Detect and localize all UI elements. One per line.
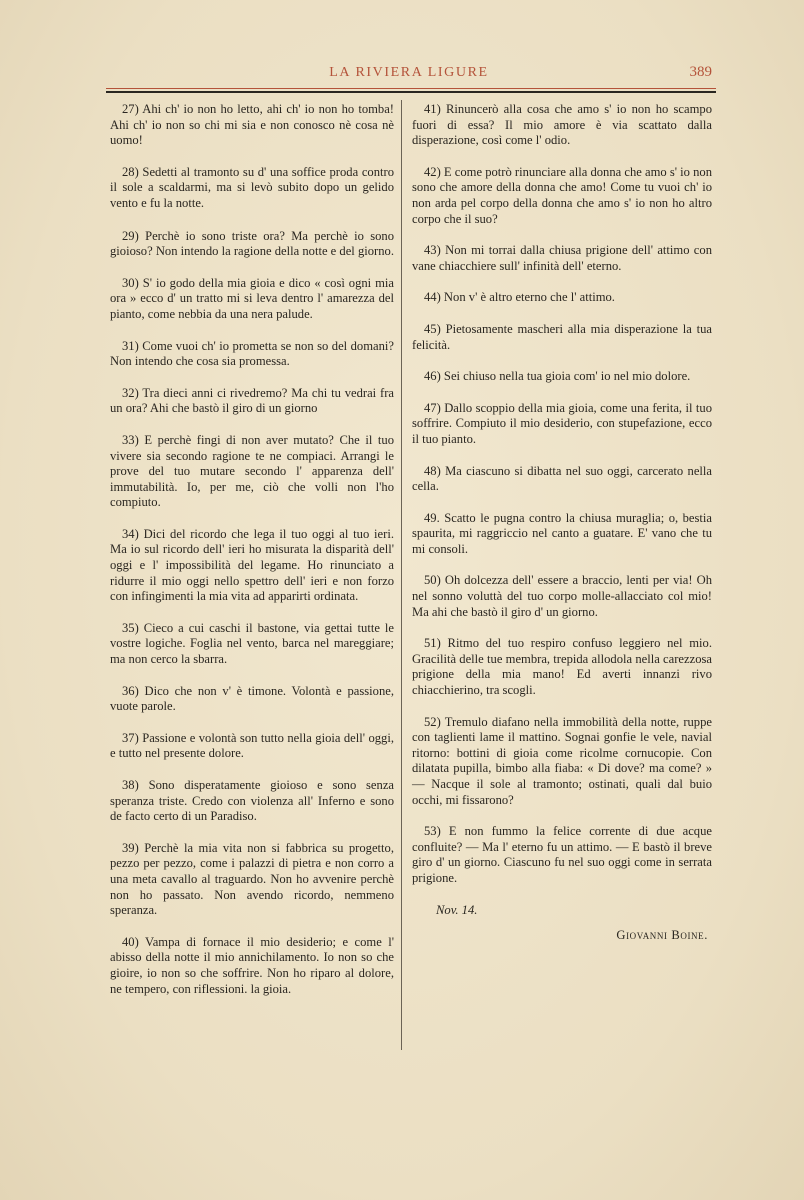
aphorism-46: 46) Sei chiuso nella tua gioia com' io nel mio dolore. [424, 369, 691, 384]
aphorism-31: 31) Come vuoi ch' io prometta se non so del domani? Non intendo che cosa sia promessa. [110, 338, 394, 369]
aphorism-29: 29) Perchè io sono triste ora? Ma perchè io sono gioioso? Non intendo la ragione della notte e del giorno. [110, 228, 394, 259]
aphorism-38: 38) Sono disperatamente gioioso e sono senza speranza triste. Credo con violenza all' Inferno e sono de facto certo di un Paradiso. [110, 778, 394, 824]
aphorism-42: 42) E come potrò rinunciare alla donna che amo s' io non sono che amore della donna che amo! Come tu vuoi ch' io non arda pel corpo della donna che amo s' io non ho altro corpo che il suo? [412, 164, 712, 226]
left-column [110, 102, 394, 1013]
aphorism-47: 47) Dallo scoppio della mia gioia, come una ferita, il tuo soffrire. Compiuto il mio desiderio, con stupefazione, ecco il tuo pianto. [412, 400, 712, 446]
right-column [412, 102, 712, 944]
aphorism-27: 27) Ahi ch' io non ho letto, ahi ch' io non ho tomba! Ahi ch' io non so chi mi sia e non conosco nè cosa nè uomo! [110, 102, 394, 148]
aphorism-32: 32) Tra dieci anni ci rivedremo? Ma chi tu vedrai fra un ora? Ahi che bastò il giro di un giorno [110, 385, 394, 416]
aphorism-51: 51) Ritmo del tuo respiro confuso leggiero nel mio. Gracilità delle tue membra, trepida allodola nella carezzosa prigione della mia mano! Ed averti innanzi rivo chiacchierino, tra scogli. [412, 636, 712, 698]
running-header [100, 62, 718, 86]
column-divider [401, 100, 402, 1050]
aphorism-53: 53) E non fummo la felice corrente di due acque confluite? — Ma l' eterno fu un attimo. — E bastò il breve giro d' un giorno. Ciascuno fu nel suo oggi come in serrata prigione. [412, 824, 712, 885]
aphorism-30: 30) S' io godo della mia gioia e dico « così ogni mia ora » ecco d' un tratto mi si leva dentro l' amarezza del pianto, come nebbia da una nera palude. [110, 275, 394, 321]
aphorism-44: 44) Non v' è altro eterno che l' attimo. [424, 290, 615, 305]
journal-title: LA RIVIERA LIGURE [329, 65, 489, 80]
aphorism-48: 48) Ma ciascuno si dibatta nel suo oggi, carcerato nella cella. [412, 463, 712, 494]
aphorism-45: 45) Pietosamente mascheri alla mia disperazione la tua felicità. [412, 321, 712, 352]
aphorism-36: 36) Dico che non v' è timone. Volontà e passione, vuote parole. [110, 683, 394, 714]
aphorism-49: 49. Scatto le pugna contro la chiusa muraglia; o, bestia spaurita, mi raggriccio nel canto a guatare. E' vano che tu mi consoli. [412, 510, 712, 556]
aphorism-34: 34) Dici del ricordo che lega il tuo oggi al tuo ieri. Ma io sul ricordo dell' ieri ho misurata la disparità dell' oggi e l' impossibilità del legame. Ho rinunciato a ridurre il mio oggi nello spettro dell' ieri e non forzo con infingimenti la mia vita ad apparirti ordinata. [110, 526, 394, 604]
aphorism-33: 33) E perchè fingi di non aver mutato? Che il tuo vivere sia secondo ragione te ne compiaci. Arrangi le prove del tuo mutare secondo l' apparenza dell' immutabilità. Io, per me, ciò che volli non l'ho compiuto. [110, 432, 394, 510]
aphorism-43: 43) Non mi torrai dalla chiusa prigione dell' attimo con vane chiacchiere sull' infinità dell' eterno. [412, 243, 712, 273]
aphorism-50: 50) Oh dolcezza dell' essere a braccio, lenti per via! Oh nel sonno voluttà del tuo corpo molle-allacciato col mio! Ma ahi che bastò il giro d' un giorno. [412, 573, 712, 619]
author-signature: Giovanni Boine. [616, 928, 708, 943]
aphorism-37: 37) Passione e volontà son tutto nella gioia dell' oggi, e tutto nel presente dolore. [110, 730, 394, 761]
page-number: 389 [689, 64, 712, 80]
aphorism-40: 40) Vampa di fornace il mio desiderio; e come l' abisso della notte il mio annichilamento. Io non so che gioire, io non so che soffrire. Non ho riparo al dolore, ne tempero, con riflessioni. la gioia. [110, 934, 394, 996]
header-rule-black [106, 91, 716, 93]
aphorism-52: 52) Tremulo diafano nella immobilità della notte, ruppe con taglienti lame il mattino. Sognai gonfie le vele, navial ritorno: bottini di gioia come ricolme cornucopie. Con dilatata pupilla, bimbo alla fiaba: « Di dove? ma come? » — Nacque il sole al tramonto; ostinati, quali dal buio occhi, mi fissarono? [412, 714, 712, 807]
aphorism-39: 39) Perchè la mia vita non si fabbrica su progetto, pezzo per pezzo, come i palazzi di pietra e non corro a una meta cavallo al traguardo. Non ho avvenire perchè non ho passato. Non avendo ricordo, nemmeno speranza. [110, 840, 394, 918]
header-rule-red [106, 88, 716, 89]
aphorism-35: 35) Cieco a cui caschi il bastone, via gettai tutte le vostre logiche. Foglia nel vento, barca nel mareggiare; ma non cerco la sbarra. [110, 620, 394, 667]
aphorism-41: 41) Rinuncerò alla cosa che amo s' io non ho scampo fuori di essa? Il mio amore è via scattato dalla disperazione, così come l' odio. [412, 102, 712, 148]
aphorism-28: 28) Sedetti al tramonto su d' una soffice proda contro il sole a scaldarmi, ma si levò subito dopo un gelido vento e fu la notte. [110, 164, 394, 210]
date-line: Nov. 14. [436, 902, 478, 917]
